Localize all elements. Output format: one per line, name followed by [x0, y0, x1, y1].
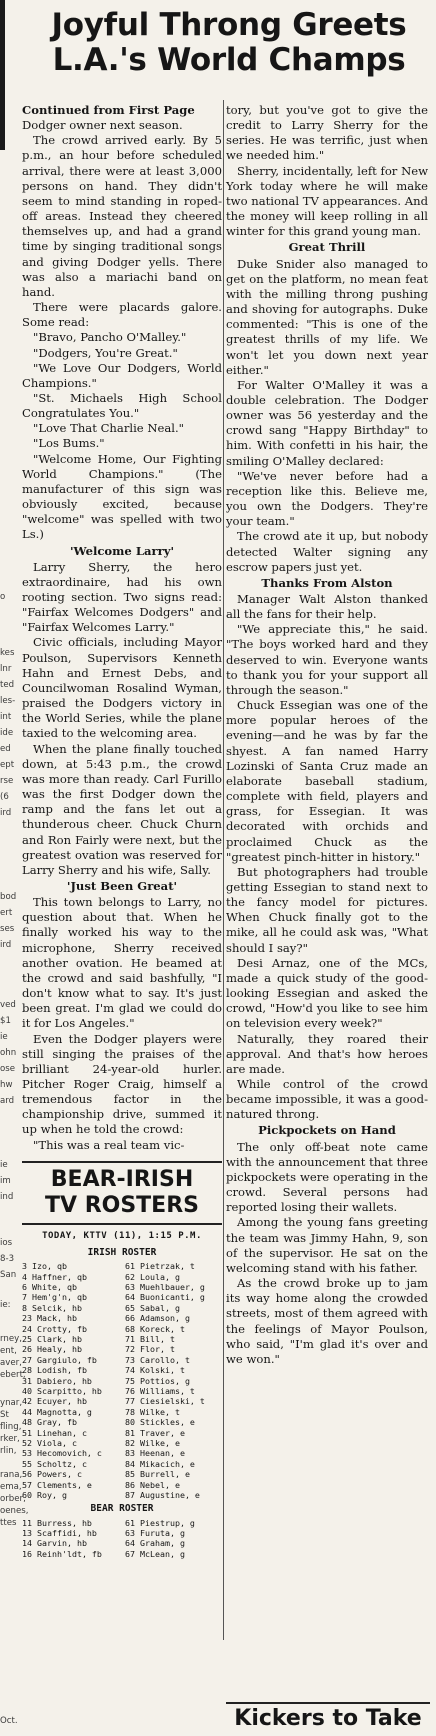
paragraph: This town belongs to Larry, no question about that. When he finally worked his way to the microphone, Sherry received another ovation. He beamed at the crowd and said bashfully, "I don't know what to say. It's just been great. I'm glad we could do it for Los Angeles." — [22, 895, 222, 1031]
edge-fragment: (6 — [0, 792, 9, 802]
edge-fragment: ind — [0, 1192, 14, 1202]
edge-fragment: ie: — [0, 1300, 11, 1310]
roster-entry: 71 Bill, t — [125, 1333, 175, 1344]
roster-entry: 61 Piestrup, g — [125, 1517, 195, 1528]
paragraph: tory, but you've got to give the credit to Larry Sherry for the series. He was terrific, just when we needed him." — [226, 103, 428, 163]
paragraph: As the crowd broke up to jam its way home along the crowded streets, most of them agreed with the feelings of Mayor Poulson, who said, "I'm glad it's over and we won." — [226, 1276, 428, 1366]
roster-entry: 75 Pottios, g — [125, 1375, 190, 1386]
roster-entry: 68 Koreck, t — [125, 1323, 185, 1334]
column-rule-bar — [0, 0, 5, 150]
edge-fragment: aver, — [0, 1358, 22, 1368]
roster-entry: 87 Augustine, e — [125, 1490, 200, 1501]
roster-entry: 83 Heenan, e — [125, 1448, 185, 1459]
roster-entry: 81 Traver, e — [125, 1427, 185, 1438]
subhead: Thanks From Alston — [261, 575, 393, 590]
roster-entry: 51 Linehan, c — [22, 1427, 87, 1438]
edge-fragment: rney, — [0, 1334, 22, 1344]
subhead: 'Welcome Larry' — [69, 543, 175, 558]
edge-fragment: ird — [0, 940, 12, 950]
roster-title-line-2: TV ROSTERS — [45, 1192, 199, 1218]
article-column-1 — [22, 103, 222, 1559]
edge-fragment: hw — [0, 1080, 13, 1090]
edge-fragment: im — [0, 1176, 11, 1186]
placard-quote: "Bravo, Pancho O'Malley." — [33, 330, 187, 345]
paragraph: Among the young fans greeting the team was Jimmy Hahn, 9, son of the supervisor. He sat on the welcoming stand with his father. — [226, 1215, 428, 1275]
edge-fragment: ema, — [0, 1482, 22, 1492]
paragraph: "This was a real team vic- — [33, 1137, 185, 1152]
paragraph: Duke Snider also managed to get on the platform, no mean feat with the milling throng pushing and shoving for autographs. Duke commented: "This is one of the greatest thrills of my life. We won't let you down next year either." — [226, 256, 428, 377]
continued-label: Continued from First Page — [22, 103, 195, 117]
edge-fragment: ie — [0, 1032, 8, 1042]
paragraph: Dodger owner next season. — [22, 118, 183, 133]
bear-roster-list — [22, 1518, 222, 1560]
roster-entry: 27 Gargiulo, fb — [22, 1354, 97, 1365]
edge-fragment: ie — [0, 1160, 8, 1170]
edge-fragment: ios — [0, 1238, 13, 1248]
roster-entry: 16 Reinh'ldt, fb — [22, 1548, 102, 1559]
edge-fragment: ynar, — [0, 1398, 23, 1408]
paragraph: The crowd arrived early. By 5 p.m., an hour before scheduled arrival, there were at least 3,000 persons on hand. They didn't seem to mind standing in roped-off areas. Instead they cheered themselves up, and had a grand time by singing traditional songs and giving Dodger yells. There was also a mariachi band on hand. — [22, 133, 222, 299]
roster-entry: 82 Wilke, e — [125, 1438, 180, 1448]
paragraph: Naturally, they roared their approval. And that's how heroes are made. — [226, 1031, 428, 1076]
roster-entry: 61 Pietrzak, t — [125, 1261, 195, 1272]
paragraph: Chuck Essegian was one of the more popular heroes of the evening—and he was by far the shyest. A fan named Harry Lozinski of Santa Cruz made an elaborate baseball stadium, complete with field, players and grass, for Essegian. It was decorated with orchids and proclaimed Chuck as the "greatest pinch-hitter in history." — [226, 698, 428, 864]
paragraph: "We appreciate this," he said. "The boys worked hard and they deserved to win. Everyone wants to thank you for your support all through the season." — [226, 622, 428, 697]
roster-entry: 56 Powers, c — [22, 1469, 82, 1480]
edge-fragment: ted — [0, 680, 15, 690]
edge-fragment: o — [0, 592, 6, 602]
roster-entry: 11 Burress, hb — [22, 1517, 92, 1528]
roster-title — [22, 1165, 222, 1225]
subhead: Pickpockets on Hand — [258, 1123, 396, 1138]
subhead: 'Just Been Great' — [66, 878, 178, 893]
edge-fragment: ed — [0, 744, 11, 754]
roster-entry: 67 McLean, g — [125, 1548, 185, 1559]
roster-entry: 48 Gray, fb — [22, 1417, 77, 1428]
subhead: Great Thrill — [288, 240, 366, 255]
roster-entry: 60 Roy, g — [22, 1490, 67, 1501]
edge-fragment: kes — [0, 648, 15, 658]
roster-entry: 42 Ecuyer, hb — [22, 1396, 87, 1407]
roster-entry: 44 Magnotta, g — [22, 1406, 92, 1417]
placard-quote: "St. Michaels High School Congratulates You." — [22, 390, 222, 421]
placard-quote: "Love That Charlie Neal." — [33, 421, 184, 436]
roster-entry: 66 Adamson, g — [125, 1313, 190, 1324]
roster-entry: 57 Clements, e — [22, 1479, 92, 1490]
roster-entry: 64 Buonicanti, g — [125, 1292, 205, 1303]
paragraph: There were placards galore. Some read: — [22, 300, 222, 330]
edge-fragment: ose — [0, 1064, 16, 1074]
paragraph: Civic officials, including Mayor Poulson, Supervisors Kenneth Hahn and Ernest Debs, and Councilwoman Rosalind Wyman, praised the Dodgers victory in the World Series, while the plane taxied to the welcoming area. — [22, 635, 222, 741]
roster-entry: 25 Clark, hb — [22, 1333, 82, 1344]
paragraph: But photographers had trouble getting Essegian to stand next to the fancy model for pictures. When Chuck finally got to the mike, all he could ask was, "What should I say?" — [226, 864, 428, 955]
edge-fragment: rana, — [0, 1470, 23, 1480]
article-column-2 — [226, 103, 428, 1367]
roster-entry: 53 Hecomovich, c — [22, 1448, 102, 1459]
roster-entry: 6 White, qb — [22, 1281, 77, 1292]
edge-fragment: ved — [0, 1000, 16, 1010]
edge-fragment: ebert, — [0, 1370, 26, 1380]
edge-fragment: ird — [0, 808, 12, 818]
roster-entry: 72 Flor, t — [125, 1344, 175, 1355]
roster-title-line-1: BEAR-IRISH — [50, 1166, 194, 1192]
edge-fragment: ard — [0, 1096, 15, 1106]
edge-fragment: int — [0, 712, 12, 722]
roster-entry: 86 Nebel, e — [125, 1479, 180, 1490]
paragraph: For Walter O'Malley it was a double celebration. The Dodger owner was 56 yesterday and the crowd sang "Happy Birthday" to him. With confetti in his hair, the smiling O'Malley declared: — [226, 377, 428, 468]
roster-entry: 55 Scholtz, c — [22, 1458, 87, 1469]
roster-entry: 80 Stickles, e — [125, 1417, 195, 1428]
paragraph: Sherry, incidentally, left for New York today where he will make two national TV appearances. And the money will keep rolling in all winter for this grand young man. — [226, 163, 428, 239]
headline — [26, 8, 432, 78]
roster-entry: 62 Loula, g — [125, 1271, 180, 1282]
paragraph: When the plane finally touched down, at 5:43 p.m., the crowd was more than ready. Carl Furillo was the first Dodger down the ramp and the fans let out a thunderous cheer. Chuck Churn and Ron Fairly were next, but the greatest ovation was reserved for Larry Sherry and his wife, Sally. — [22, 741, 222, 877]
paragraph: Even the Dodger players were still singing the praises of the brilliant 24-year-old hurler. Pitcher Roger Craig, himself a tremendous factor in the championship drive, summed it up when he told the crowd: — [22, 1031, 222, 1137]
edge-fragment: ept — [0, 760, 15, 770]
roster-entry: 52 Viola, c — [22, 1438, 77, 1448]
roster-entry: 40 Scarpitto, hb — [22, 1385, 102, 1396]
placard-quote: "We Love Our Dodgers, World Champions." — [22, 360, 222, 390]
roster-entry: 8 Selcik, hb — [22, 1302, 82, 1313]
roster-entry: 76 Williams, t — [125, 1385, 195, 1396]
headline-line-2: L.A.'s World Champs — [52, 42, 406, 78]
edge-fragment: Oct. — [0, 1716, 18, 1726]
irish-roster-list — [22, 1261, 222, 1500]
roster-entry: 24 Crotty, fb — [22, 1323, 87, 1334]
edge-fragment: ide — [0, 728, 14, 738]
roster-entry: 23 Mack, hb — [22, 1313, 77, 1324]
roster-entry: 13 Scaffidi, hb — [22, 1528, 97, 1538]
headline-line-1: Joyful Throng Greets — [51, 7, 407, 43]
paragraph: Larry Sherry, the hero extraordinaire, had his own rooting section. Two signs read: "Fairfax Welcomes Dodgers" and "Fairfax Welcomes Larry." — [22, 559, 222, 635]
edge-fragment: St — [0, 1410, 9, 1420]
roster-entry: 31 Dabiero, hb — [22, 1375, 92, 1386]
edge-fragment: San — [0, 1270, 17, 1280]
edge-fragment: ent, — [0, 1346, 17, 1356]
edge-fragment: oenes, — [0, 1506, 29, 1516]
edge-fragment: 8-3 — [0, 1254, 15, 1264]
roster-entry: 78 Wilke, t — [125, 1406, 180, 1417]
placard-quote: "Welcome Home, Our Fighting World Champions." (The manufacturer of this sign was obviously excited, because "welcome" was spelled with two Ls.) — [22, 451, 222, 542]
adjacent-column-fragments — [0, 0, 29, 1736]
paragraph: The crowd ate it up, but nobody detected Walter signing any escrow papers just yet. — [226, 529, 428, 574]
roster-entry: 73 Carollo, t — [125, 1354, 190, 1365]
roster-entry: 77 Ciesielski, t — [125, 1396, 205, 1407]
roster-entry: 26 Healy, hb — [22, 1344, 82, 1355]
edge-fragment: ttes — [0, 1518, 17, 1528]
roster-entry: 7 Hem'g'n, qb — [22, 1292, 87, 1303]
edge-fragment: ert — [0, 908, 13, 918]
roster-entry: 28 Lodish, fb — [22, 1365, 87, 1376]
edge-fragment: lnr — [0, 664, 12, 674]
edge-fragment: les- — [0, 696, 16, 706]
paragraph: Manager Walt Alston thanked all the fans for their help. — [226, 592, 428, 622]
edge-fragment: rse — [0, 776, 14, 786]
roster-entry: 74 Kolski, t — [125, 1365, 185, 1376]
edge-fragment: bod — [0, 892, 17, 902]
paragraph: Desi Arnaz, one of the MCs, made a quick study of the good-looking Essegian and asked the crowd, "How'd you like to see him on television every week?" — [226, 955, 428, 1031]
tv-roster-box — [22, 1161, 222, 1559]
roster-entry: 4 Haffner, qb — [22, 1271, 87, 1282]
roster-entry: 3 Izo, qb — [22, 1261, 67, 1272]
placard-quote: "Los Bums." — [33, 436, 105, 451]
roster-entry: 63 Muehlbauer, g — [125, 1281, 205, 1292]
column-divider — [223, 100, 224, 1640]
edge-fragment: $1 — [0, 1016, 11, 1026]
edge-fragment: orber, — [0, 1494, 26, 1504]
paragraph: The only off-beat note came with the announcement that three pickpockets were operating in the crowd. Several persons had reported losing their wallets. — [226, 1139, 428, 1215]
placard-quote: "Dodgers, You're Great." — [33, 345, 178, 360]
paragraph: While control of the crowd became impossible, it was a good-natured throng. — [226, 1077, 428, 1122]
roster-entry: 85 Burrell, e — [125, 1469, 190, 1480]
roster-entry: 84 Mikacich, e — [125, 1458, 195, 1469]
paragraph: "We've never before had a reception like this. Believe me, you own the Dodgers. They're your team." — [226, 468, 428, 529]
irish-roster-heading: IRISH ROSTER — [87, 1246, 157, 1258]
roster-entry: 65 Sabal, g — [125, 1302, 180, 1313]
edge-fragment: rlin, — [0, 1446, 17, 1456]
edge-fragment: fling, — [0, 1422, 22, 1432]
roster-entry: 14 Garvin, hb — [22, 1538, 87, 1549]
bear-roster-heading: BEAR ROSTER — [90, 1503, 154, 1515]
edge-fragment: ses — [0, 924, 15, 934]
roster-entry: 64 Graham, g — [125, 1538, 185, 1549]
roster-entry: 63 Furuta, g — [125, 1528, 185, 1538]
continued-line — [22, 103, 222, 118]
next-story-headline: Kickers to Take — [226, 1702, 430, 1734]
edge-fragment: ohn — [0, 1048, 17, 1058]
broadcast-time: TODAY, KTTV (11), 1:15 P.M. — [42, 1230, 202, 1241]
edge-fragment: rker, — [0, 1434, 20, 1444]
